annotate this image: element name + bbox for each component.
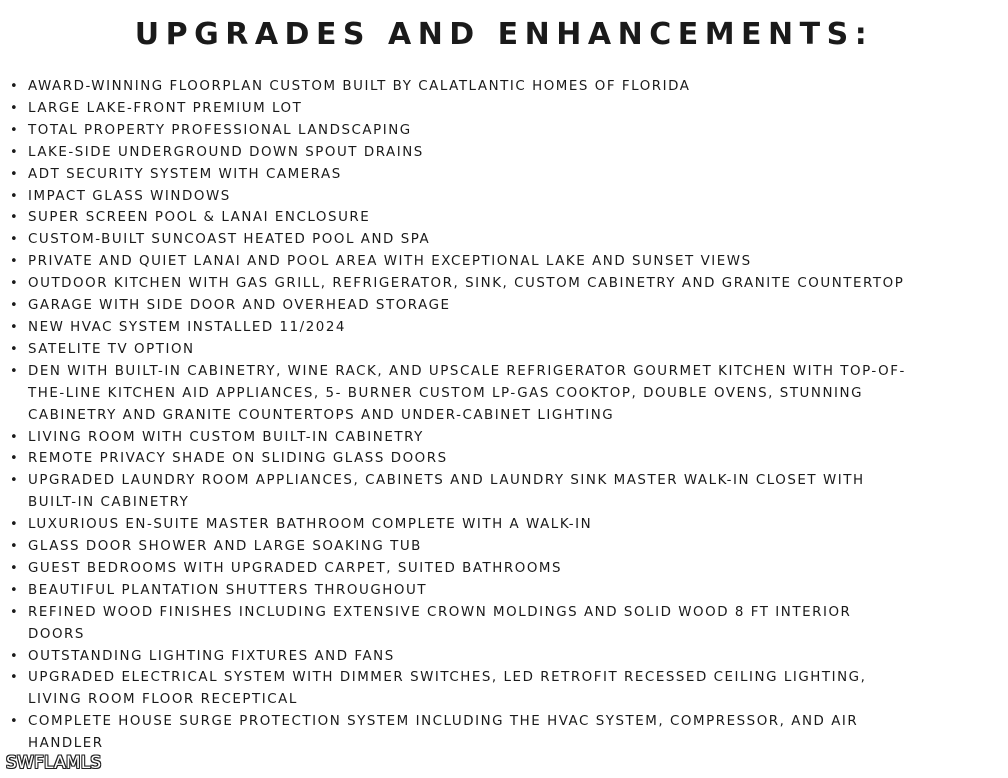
- bullet-icon: •: [10, 298, 20, 314]
- list-item: [0, 251, 1008, 273]
- bullet-icon: •: [10, 582, 20, 598]
- list-item-text: OUTSTANDING LIGHTING FIXTURES AND FANS: [28, 648, 395, 664]
- list-item: [0, 229, 1008, 251]
- bullet-icon: •: [10, 539, 20, 555]
- list-item: [0, 120, 1008, 142]
- list-item-text: GUEST BEDROOMS WITH UPGRADED CARPET, SUITED BATHROOMS: [28, 560, 563, 576]
- list-item: [0, 339, 1008, 361]
- list-item: [0, 667, 1008, 711]
- bullet-icon: •: [10, 144, 20, 160]
- list-item: [0, 580, 1008, 602]
- bullet-icon: •: [10, 363, 20, 379]
- list-item-text: AWARD-WINNING FLOORPLAN CUSTOM BUILT BY CALATLANTIC HOMES OF FLORIDA: [28, 79, 691, 94]
- page-title: UPGRADES AND ENHANCEMENTS:: [134, 17, 874, 52]
- list-item-text: BUILT-IN CABINETRY: [28, 495, 190, 511]
- bullet-icon: •: [10, 714, 20, 730]
- list-item: [0, 711, 1008, 755]
- list-item-text: SUPER SCREEN POOL & LANAI ENCLOSURE: [28, 210, 371, 226]
- list-item-text: LUXURIOUS EN-SUITE MASTER BATHROOM COMPLETE WITH A WALK-IN: [28, 517, 593, 533]
- list-item-text: COMPLETE HOUSE SURGE PROTECTION SYSTEM INCLUDING THE HVAC SYSTEM, COMPRESSOR, AND AIR: [28, 714, 859, 730]
- list-item: [0, 536, 1008, 558]
- list-item-text: NEW HVAC SYSTEM INSTALLED 11/2024: [28, 319, 346, 335]
- list-item-text: LARGE LAKE-FRONT PREMIUM LOT: [28, 100, 303, 116]
- list-item: [0, 186, 1008, 208]
- list-item-text: TOTAL PROPERTY PROFESSIONAL LANDSCAPING: [28, 122, 412, 138]
- bullet-icon: •: [10, 122, 20, 138]
- list-item-text: GLASS DOOR SHOWER AND LARGE SOAKING TUB: [28, 539, 422, 555]
- list-item-text: IMPACT GLASS WINDOWS: [28, 188, 231, 204]
- bullet-icon: •: [10, 451, 20, 467]
- list-item-text: HANDLER: [28, 736, 104, 752]
- bullet-icon: •: [10, 604, 20, 620]
- bullet-icon: •: [10, 648, 20, 664]
- bullet-icon: •: [10, 254, 20, 270]
- list-item: [0, 361, 1008, 427]
- bullet-icon: •: [10, 319, 20, 335]
- list-item: [0, 470, 1008, 514]
- list-item: [0, 273, 1008, 295]
- bullet-icon: •: [10, 517, 20, 533]
- bullet-icon: •: [10, 188, 20, 204]
- list-item-text: THE-LINE KITCHEN AID APPLIANCES, 5- BURNER CUSTOM LP-GAS COOKTOP, DOUBLE OVENS, STUNNING: [28, 385, 864, 401]
- list-item-text: SATELITE TV OPTION: [28, 341, 195, 357]
- list-item-text: PRIVATE AND QUIET LANAI AND POOL AREA WITH EXCEPTIONAL LAKE AND SUNSET VIEWS: [28, 254, 752, 270]
- list-item: [0, 295, 1008, 317]
- list-item-text: LIVING ROOM FLOOR RECEPTICAL: [28, 692, 298, 708]
- list-item-text: LAKE-SIDE UNDERGROUND DOWN SPOUT DRAINS: [28, 144, 424, 160]
- bullet-icon: •: [10, 670, 20, 686]
- bullet-icon: •: [10, 232, 20, 248]
- list-item-text: ADT SECURITY SYSTEM WITH CAMERAS: [28, 166, 342, 182]
- bullet-icon: •: [10, 166, 20, 182]
- bullet-icon: •: [10, 210, 20, 226]
- list-item-text: UPGRADED LAUNDRY ROOM APPLIANCES, CABINETS AND LAUNDRY SINK MASTER WALK-IN CLOSET WITH: [28, 473, 865, 489]
- list-item-text: LIVING ROOM WITH CUSTOM BUILT-IN CABINETRY: [28, 429, 424, 445]
- list-item-text: REMOTE PRIVACY SHADE ON SLIDING GLASS DOORS: [28, 451, 448, 467]
- list-item: [0, 207, 1008, 229]
- list-item-text: BEAUTIFUL PLANTATION SHUTTERS THROUGHOUT: [28, 582, 428, 598]
- list-item: [0, 602, 1008, 646]
- list-item-text: REFINED WOOD FINISHES INCLUDING EXTENSIVE CROWN MOLDINGS AND SOLID WOOD 8 FT INTERIOR: [28, 604, 852, 620]
- list-item-text: CABINETRY AND GRANITE COUNTERTOPS AND UNDER-CABINET LIGHTING: [28, 407, 615, 423]
- bullet-icon: •: [10, 473, 20, 489]
- bullet-icon: •: [10, 429, 20, 445]
- list-item: [0, 317, 1008, 339]
- list-item-text: DEN WITH BUILT-IN CABINETRY, WINE RACK, AND UPSCALE REFRIGERATOR GOURMET KITCHEN WITH TOP-OF-: [28, 363, 906, 379]
- bullet-icon: •: [10, 276, 20, 292]
- list-item: [0, 98, 1008, 120]
- bullet-icon: •: [10, 79, 20, 94]
- features-list: [0, 76, 1008, 755]
- list-item: [0, 142, 1008, 164]
- list-item-text: CUSTOM-BUILT SUNCOAST HEATED POOL AND SPA: [28, 232, 431, 248]
- bullet-icon: •: [10, 100, 20, 116]
- list-item: [0, 646, 1008, 668]
- list-item-text: UPGRADED ELECTRICAL SYSTEM WITH DIMMER SWITCHES, LED RETROFIT RECESSED CEILING LIGHTING,: [28, 670, 867, 686]
- list-item-text: GARAGE WITH SIDE DOOR AND OVERHEAD STORAGE: [28, 298, 451, 314]
- list-item: [0, 448, 1008, 470]
- mls-watermark: SWFLAMLS: [6, 753, 102, 773]
- list-item-text: OUTDOOR KITCHEN WITH GAS GRILL, REFRIGERATOR, SINK, CUSTOM CABINETRY AND GRANITE COUNTERTOP: [28, 276, 905, 292]
- list-item: [0, 164, 1008, 186]
- list-item-text: DOORS: [28, 626, 85, 642]
- bullet-icon: •: [10, 341, 20, 357]
- list-item: [0, 558, 1008, 580]
- list-item: [0, 514, 1008, 536]
- list-item: [0, 427, 1008, 449]
- list-item: [0, 76, 1008, 98]
- bullet-icon: •: [10, 560, 20, 576]
